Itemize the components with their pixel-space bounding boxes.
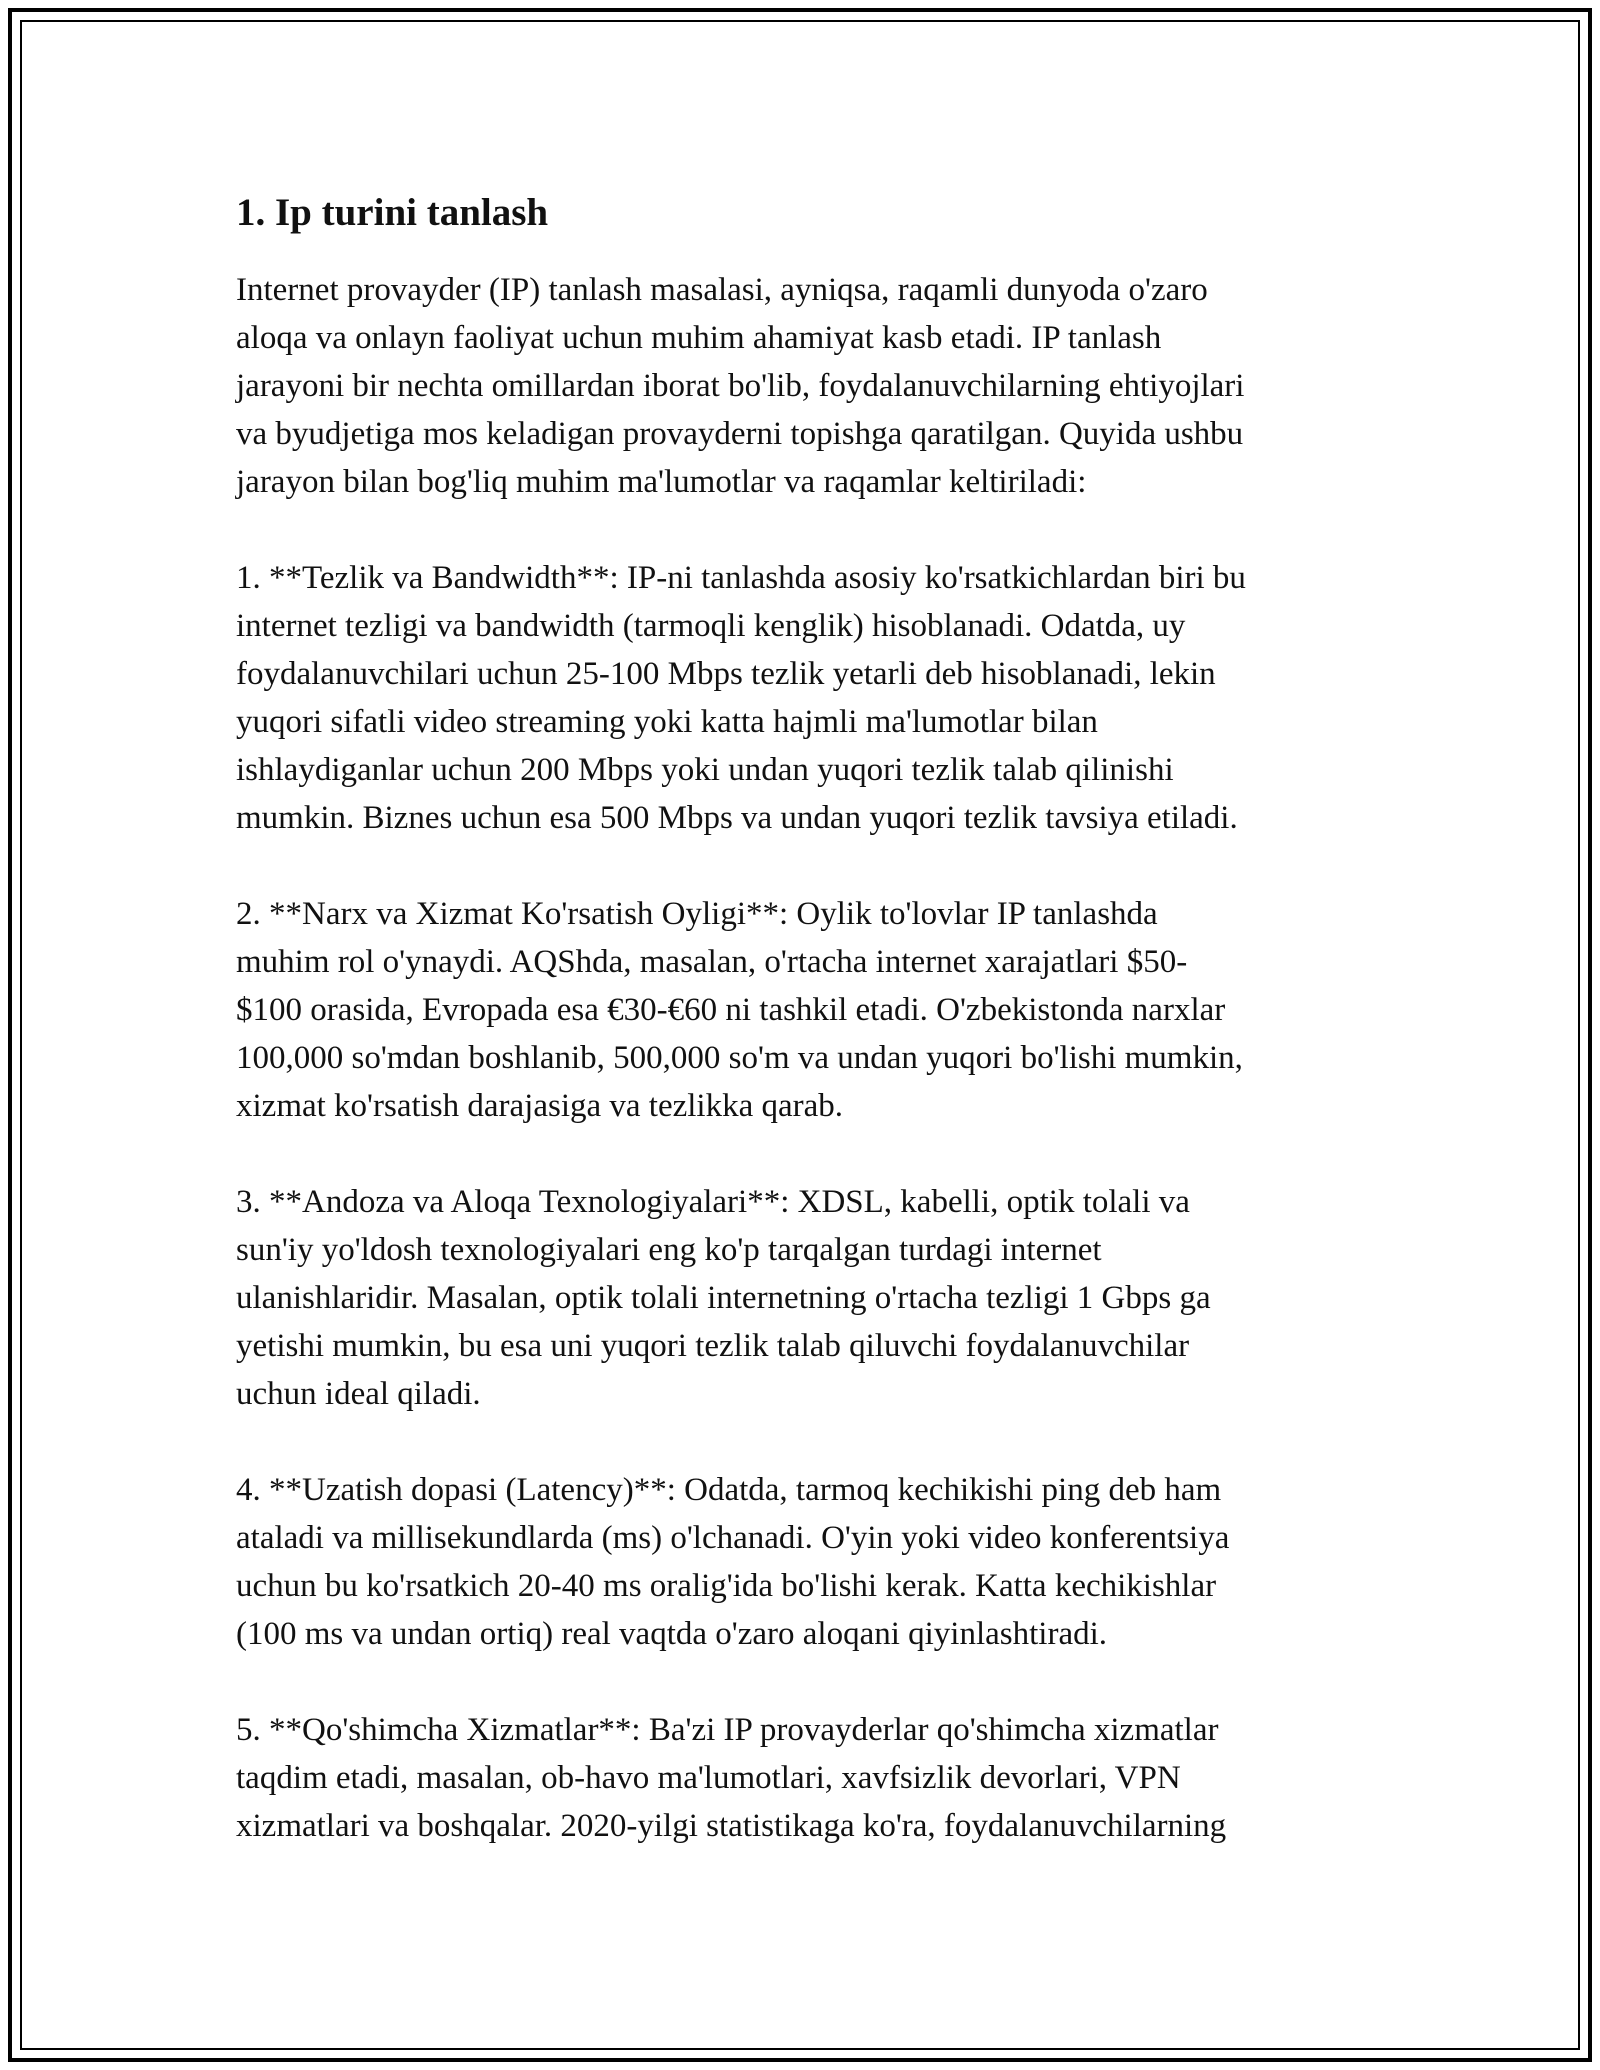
text-line: xizmatlari va boshqalar. 2020-yilgi statistikaga ko'ra, foydalanuvchilarning — [236, 1808, 1227, 1844]
text-line: ataladi va millisekundlarda (ms) o'lchanadi. O'yin yoki video konferentsiya — [236, 1520, 1230, 1556]
text-line: $100 orasida, Evropada esa €30-€60 ni tashkil etadi. O'zbekistonda narxlar — [236, 992, 1226, 1028]
text-line: yuqori sifatli video streaming yoki katta hajmli ma'lumotlar bilan — [236, 704, 1098, 740]
document-content — [236, 188, 1372, 1850]
text-line: 100,000 so'mdan boshlanib, 500,000 so'm va undan yuqori bo'lishi mumkin, — [236, 1040, 1243, 1076]
text-line: 1. **Tezlik va Bandwidth**: IP-ni tanlashda asosiy ko'rsatkichlardan biri bu — [236, 560, 1246, 596]
text-line: 4. **Uzatish dopasi (Latency)**: Odatda, tarmoq kechikishi ping deb ham — [236, 1472, 1222, 1508]
text-line: yetishi mumkin, bu esa uni yuqori tezlik talab qiluvchi foydalanuvchilar — [236, 1328, 1190, 1364]
intro-paragraph — [236, 266, 1372, 506]
text-line: jarayoni bir nechta omillardan iborat bo'lib, foydalanuvchilarning ehtiyojlari — [236, 368, 1245, 404]
text-line: foydalanuvchilari uchun 25-100 Mbps tezlik yetarli deb hisoblanadi, lekin — [236, 656, 1216, 692]
text-line: internet tezligi va bandwidth (tarmoqli kenglik) hisoblanadi. Odatda, uy — [236, 608, 1186, 644]
text-line: uchun ideal qiladi. — [236, 1376, 481, 1412]
list-item-speed — [236, 554, 1372, 842]
text-line: ishlaydiganlar uchun 200 Mbps yoki undan yuqori tezlik talab qilinishi — [236, 752, 1174, 788]
text-line: Internet provayder (IP) tanlash masalasi, ayniqsa, raqamli dunyoda o'zaro — [236, 272, 1208, 308]
text-line: 5. **Qo'shimcha Xizmatlar**: Ba'zi IP provayderlar qo'shimcha xizmatlar — [236, 1712, 1219, 1748]
text-line: xizmat ko'rsatish darajasiga va tezlikka qarab. — [236, 1088, 844, 1124]
text-line: sun'iy yo'ldosh texnologiyalari eng ko'p tarqalgan turdagi internet — [236, 1232, 1102, 1268]
list-item-price — [236, 890, 1372, 1130]
section-heading: 1. Ip turini tanlash — [236, 191, 549, 234]
text-line: 2. **Narx va Xizmat Ko'rsatish Oyligi**: Oylik to'lovlar IP tanlashda — [236, 896, 1158, 932]
text-line: aloqa va onlayn faoliyat uchun muhim ahamiyat kasb etadi. IP tanlash — [236, 320, 1162, 356]
list-item-latency — [236, 1466, 1372, 1658]
text-line: muhim rol o'ynaydi. AQShda, masalan, o'rtacha internet xarajatlari $50- — [236, 944, 1188, 980]
text-line: (100 ms va undan ortiq) real vaqtda o'zaro aloqani qiyinlashtiradi. — [236, 1616, 1108, 1652]
list-item-technology — [236, 1178, 1372, 1418]
text-line: uchun bu ko'rsatkich 20-40 ms oralig'ida bo'lishi kerak. Katta kechikishlar — [236, 1568, 1217, 1604]
text-line: ulanishlaridir. Masalan, optik tolali internetning o'rtacha tezligi 1 Gbps ga — [236, 1280, 1211, 1316]
text-line: jarayon bilan bog'liq muhim ma'lumotlar va raqamlar keltiriladi: — [236, 464, 1087, 500]
list-item-extra-services — [236, 1706, 1372, 1850]
text-line: va byudjetiga mos keladigan provayderni topishga qaratilgan. Quyida ushbu — [236, 416, 1244, 452]
text-line: taqdim etadi, masalan, ob-havo ma'lumotlari, xavfsizlik devorlari, VPN — [236, 1760, 1181, 1796]
text-line: mumkin. Biznes uchun esa 500 Mbps va undan yuqori tezlik tavsiya etiladi. — [236, 800, 1238, 836]
text-line: 3. **Andoza va Aloqa Texnologiyalari**: XDSL, kabelli, optik tolali va — [236, 1184, 1190, 1220]
